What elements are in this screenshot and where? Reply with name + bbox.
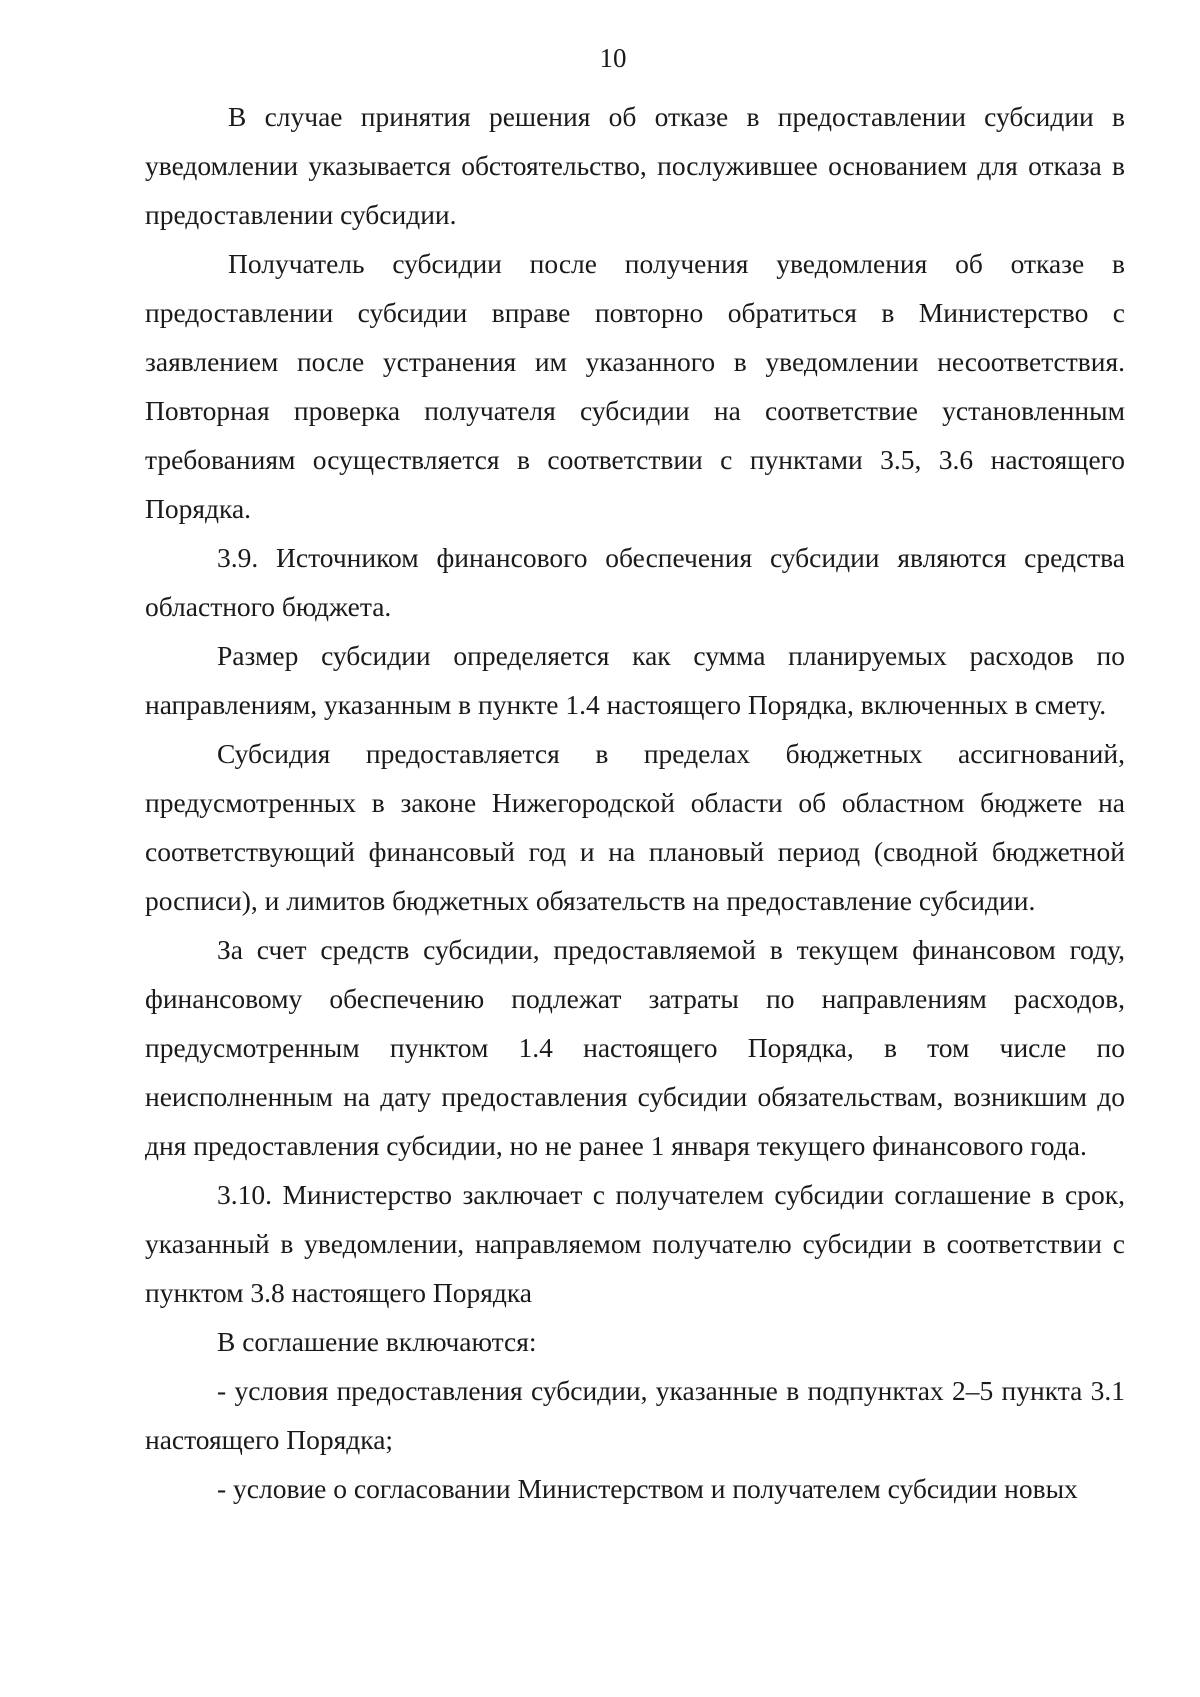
paragraph-budget-limits: Субсидия предоставляется в пределах бюджетных ассигнований, предусмотренных в законе Нижегородской области об областном бюджете на соответствующий финансовый год и на плановый период (сводной бюджетной росписи), и лимитов бюджетных обязательств на предоставление субсидии.: [145, 738, 1125, 916]
paragraph-3-9-funding-source: 3.9. Источником финансового обеспечения субсидии являются средства областного бюджета.: [145, 542, 1125, 622]
paragraph-refusal-notice: В случае принятия решения об отказе в предоставлении субсидии в уведомлении указывается обстоятельство, послужившее основанием для отказа в предоставлении субсидии.: [145, 101, 1125, 230]
list-item-coordination: - условие о согласовании Министерством и получателем субсидии новых: [217, 1473, 1078, 1504]
paragraph-subsidy-amount: Размер субсидии определяется как сумма планируемых расходов по направлениям, указанным в пункте 1.4 настоящего Порядка, включенных в смету.: [145, 640, 1125, 720]
document-body: [145, 92, 1125, 1513]
paragraph-reapplication: Получатель субсидии после получения уведомления об отказе в предоставлении субсидии вправе повторно обратиться в Министерство с заявлением после устранения им указанного в уведомлении несоответствия. Повторная проверка получателя субсидии на соответствие установленным требованиям осуществляется в соответствии с пунктами 3.5, 3.6 настоящего Порядка.: [145, 248, 1125, 524]
paragraph-agreement-includes: В соглашение включаются:: [217, 1326, 537, 1357]
page-number: 10: [599, 43, 627, 73]
paragraph-3-10-agreement: 3.10. Министерство заключает с получателем субсидии соглашение в срок, указанный в уведомлении, направляемом получателю субсидии в соответствии с пунктом 3.8 настоящего Порядка: [145, 1179, 1125, 1308]
paragraph-current-year-costs: За счет средств субсидии, предоставляемой в текущем финансовом году, финансовому обеспечению подлежат затраты по направлениям расходов, предусмотренным пунктом 1.4 настоящего Порядка, в том числе по неисполненным на дату предоставления субсидии обязательствам, возникшим до дня предоставления субсидии, но не ранее 1 января текущего финансового года.: [145, 934, 1125, 1161]
list-item-conditions: - условия предоставления субсидии, указанные в подпунктах 2–5 пункта 3.1 настоящего Порядка;: [145, 1375, 1125, 1455]
